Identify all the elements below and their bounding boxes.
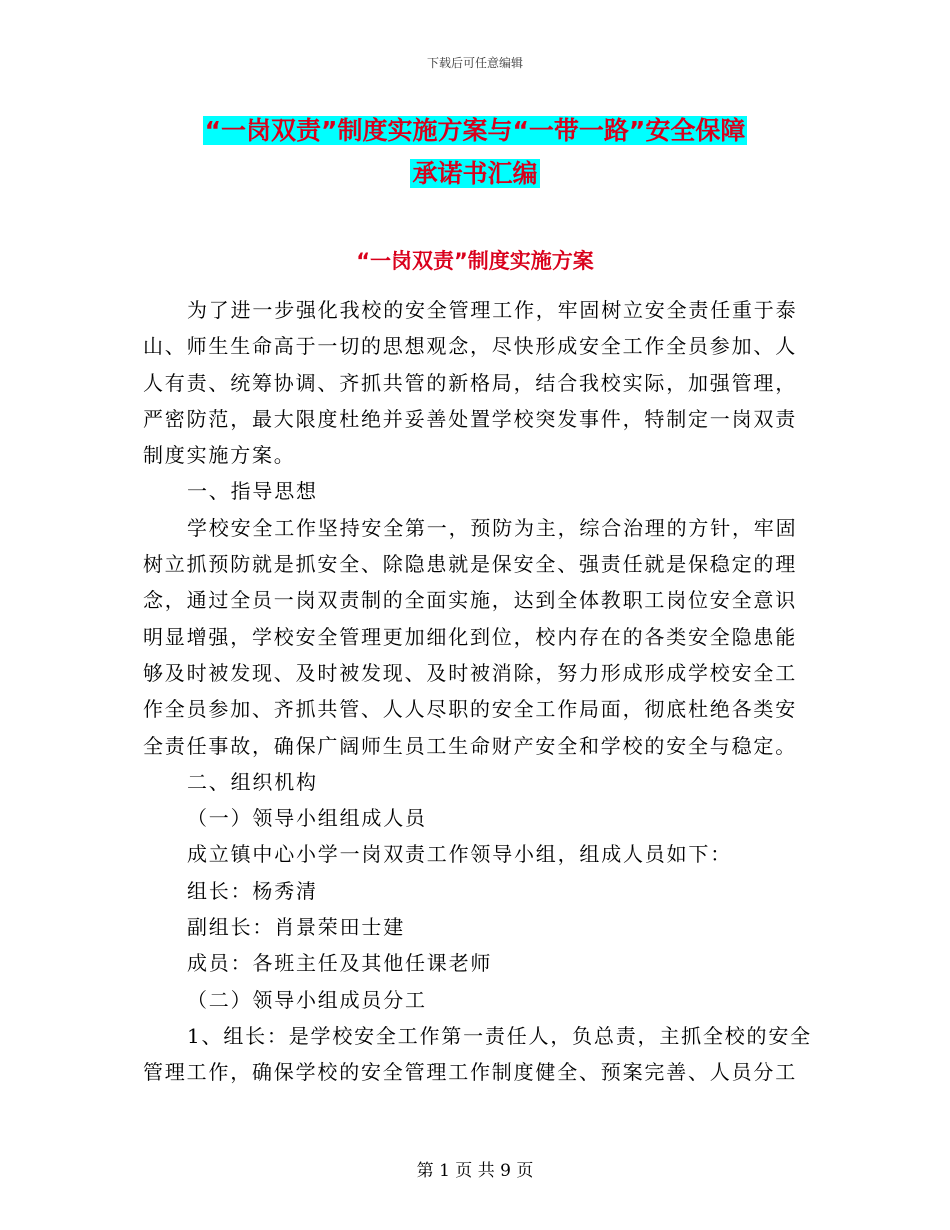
paragraph-line: 作全员参加、齐抓共管、人人尽职的安全工作局面，彻底杜绝各类安 <box>143 697 797 722</box>
heading-line: 一、指导思想 <box>187 479 318 504</box>
heading-line: 二、组织机构 <box>187 769 318 794</box>
paragraph-line: 学校安全工作坚持安全第一，预防为主，综合治理的方针，牢固 <box>187 515 798 540</box>
page-footer: 第 1 页 共 9 页 <box>416 1161 534 1181</box>
subheading-line: （二）领导小组成员分工 <box>187 987 427 1012</box>
paragraph-line: 为了进一步强化我校的安全管理工作，牢固树立安全责任重于泰 <box>187 298 798 322</box>
paragraph-line: 组长：杨秀清 <box>187 878 318 903</box>
paragraph-line: 1、组长：是学校安全工作第一责任人，负总责，主抓全校的安全 <box>187 1023 812 1048</box>
paragraph-line: 制度实施方案。 <box>143 443 296 468</box>
body-text <box>143 292 812 1091</box>
paragraph-line: 树立抓预防就是抓安全、除隐患就是保安全、强责任就是保稳定的理 <box>143 552 797 577</box>
paragraph-line: 明显增强，学校安全管理更加细化到位，校内存在的各类安全隐患能 <box>143 624 797 649</box>
paragraph-line: 全责任事故，确保广阔师生员工生命财产安全和学校的安全与稳定。 <box>143 733 797 758</box>
header-note: 下载后可任意编辑 <box>426 56 523 70</box>
paragraph-line: 严密防范，最大限度杜绝并妥善处置学校突发事件，特制定一岗双责 <box>143 406 797 431</box>
paragraph-line: 成立镇中心小学一岗双责工作领导小组，组成人员如下： <box>187 842 732 867</box>
paragraph-line: 够及时被发现、及时被发现、及时被消除，努力形成形成学校安全工 <box>143 660 797 685</box>
document-title-line-2: 承诺书汇编 <box>412 159 538 188</box>
section-title: “一岗双责”制度实施方案 <box>356 249 594 273</box>
paragraph-line: 管理工作，确保学校的安全管理工作制度健全、预案完善、人员分工 <box>143 1060 797 1085</box>
paragraph-line: 念，通过全员一岗双责制的全面实施，达到全体教职工岗位安全意识 <box>143 588 797 613</box>
paragraph-line: 副组长：肖景荣田士建 <box>187 915 405 940</box>
paragraph-line: 人有责、统筹协调、齐抓共管的新格局，结合我校实际，加强管理， <box>143 370 797 395</box>
paragraph-line: 山、师生生命高于一切的思想观念，尽快形成安全工作全员参加、人 <box>143 334 797 359</box>
subheading-line: （一）领导小组组成人员 <box>187 806 427 831</box>
document-title-line-1: “一岗双责”制度实施方案与“一带一路”安全保障 <box>204 116 746 145</box>
paragraph-line: 成员：各班主任及其他任课老师 <box>187 951 493 976</box>
